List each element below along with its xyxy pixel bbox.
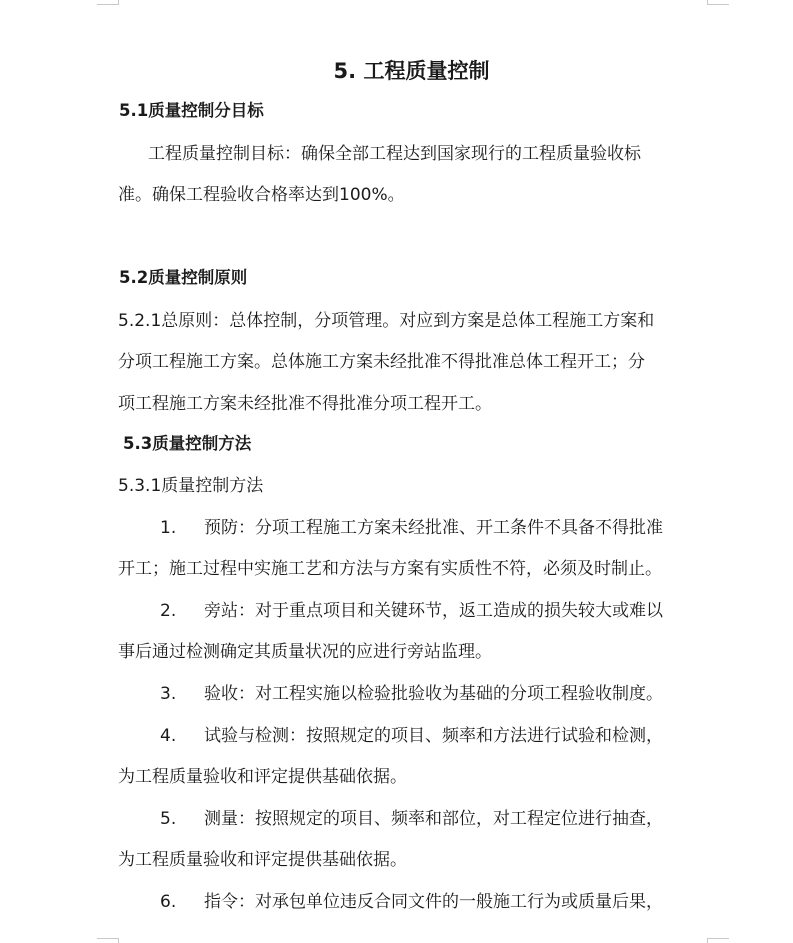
list-item-text: 试验与检测：按照规定的项目、频率和方法进行试验和检测，: [204, 726, 663, 746]
paragraph-line: 工程质量控制目标：确保全部工程达到国家现行的工程质量验收标: [148, 144, 641, 164]
list-item-text: 预防：分项工程施工方案未经批准、开工条件不具备不得批准: [204, 518, 663, 538]
list-item-number: 2.: [160, 601, 177, 621]
subsection-heading: 5.3.1质量控制方法: [118, 476, 264, 496]
crop-mark: [118, 938, 119, 943]
list-item-continuation: 为工程质量验收和评定提供基础依据。: [118, 850, 407, 870]
crop-mark: [707, 4, 729, 5]
list-item-continuation: 事后通过检测确定其质量状况的应进行旁站监理。: [118, 642, 492, 662]
paragraph-line: 5.2.1总原则：总体控制，分项管理。对应到方案是总体工程施工方案和: [118, 311, 655, 331]
crop-mark: [118, 0, 119, 5]
crop-mark: [707, 938, 708, 943]
paragraph-line: 分项工程施工方案。总体施工方案未经批准不得批准总体工程开工；分: [118, 352, 645, 372]
list-item-text: 测量：按照规定的项目、频率和部位，对工程定位进行抽查，: [204, 809, 663, 829]
crop-mark: [97, 4, 119, 5]
section-heading: 5.3质量控制方法: [123, 434, 252, 453]
list-item-text: 验收：对工程实施以检验批验收为基础的分项工程验收制度。: [204, 684, 663, 704]
crop-mark: [97, 938, 119, 939]
list-item-number: 3.: [160, 684, 177, 704]
crop-mark: [707, 938, 729, 939]
section-heading: 5.1质量控制分目标: [119, 101, 264, 120]
list-item-number: 5.: [160, 809, 177, 829]
section-heading: 5.2质量控制原则: [119, 268, 248, 287]
list-item-number: 6.: [160, 892, 177, 912]
list-item-number: 4.: [160, 726, 177, 746]
list-item-text: 旁站：对于重点项目和关键环节，返工造成的损失较大或难以: [204, 601, 663, 621]
paragraph-line: 准。确保工程验收合格率达到100%。: [118, 185, 405, 205]
list-item-number: 1.: [160, 518, 177, 538]
paragraph-line: 项工程施工方案未经批准不得批准分项工程开工。: [118, 394, 492, 414]
list-item-continuation: 开工；施工过程中实施工艺和方法与方案有实质性不符，必须及时制止。: [118, 559, 662, 579]
crop-mark: [707, 0, 708, 5]
list-item-continuation: 为工程质量验收和评定提供基础依据。: [118, 767, 407, 787]
document-title: 5. 工程质量控制: [333, 59, 490, 83]
list-item-text: 指令：对承包单位违反合同文件的一般施工行为或质量后果，: [204, 892, 663, 912]
